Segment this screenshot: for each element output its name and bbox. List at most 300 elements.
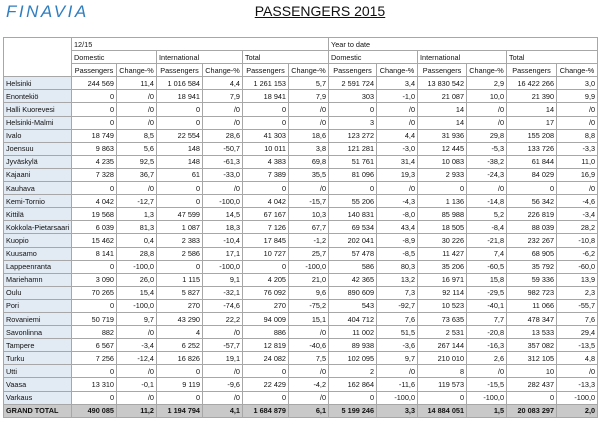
value-cell: -3,3	[557, 142, 598, 155]
value-cell: 0	[157, 116, 203, 129]
value-cell: 4 042	[72, 195, 117, 208]
value-cell: 0	[329, 391, 377, 404]
airport-name: Helsinki	[4, 77, 72, 90]
column-header: Passengers	[72, 64, 117, 77]
grand-total-row	[4, 404, 598, 417]
value-cell: 543	[329, 299, 377, 312]
value-cell: -1,2	[289, 234, 329, 247]
value-cell: 18 505	[418, 221, 467, 234]
period-header-row	[4, 38, 598, 51]
group-label: International	[157, 51, 243, 64]
value-cell: 0	[329, 182, 377, 195]
value-cell: 0	[72, 365, 117, 378]
value-cell: 67 167	[243, 208, 289, 221]
value-cell: 69 534	[329, 221, 377, 234]
column-header: Change-%	[377, 64, 418, 77]
value-cell: 14	[418, 103, 467, 116]
value-cell: 17	[507, 116, 557, 129]
value-cell: 14 884 051	[418, 404, 467, 417]
value-cell: 0	[418, 391, 467, 404]
airport-name: Vaasa	[4, 378, 72, 391]
passengers-table	[3, 37, 598, 418]
value-cell: -4,6	[557, 195, 598, 208]
group-label: Domestic	[329, 51, 418, 64]
value-cell: /0	[203, 326, 243, 339]
value-cell: 7,3	[377, 286, 418, 299]
airport-name: Varkaus	[4, 391, 72, 404]
column-header: Passengers	[418, 64, 467, 77]
value-cell: -6,2	[557, 247, 598, 260]
table-row	[4, 339, 598, 352]
value-cell: 232 267	[507, 234, 557, 247]
value-cell: 123 272	[329, 129, 377, 142]
value-cell: 21 087	[418, 90, 467, 103]
value-cell: 1 194 794	[157, 404, 203, 417]
value-cell: -3,4	[557, 208, 598, 221]
value-cell: 0	[243, 260, 289, 273]
value-cell: 70 265	[72, 286, 117, 299]
value-cell: 11,4	[117, 77, 157, 90]
value-cell: 47 599	[157, 208, 203, 221]
table-row	[4, 326, 598, 339]
value-cell: 0	[243, 365, 289, 378]
group-label: Domestic	[72, 51, 157, 64]
value-cell: 6 252	[157, 339, 203, 352]
value-cell: -29,5	[467, 286, 507, 299]
column-header: Change-%	[467, 64, 507, 77]
value-cell: 22 554	[157, 129, 203, 142]
value-cell: 31 936	[418, 129, 467, 142]
group-header-row	[4, 51, 598, 64]
value-cell: 92,5	[117, 155, 157, 168]
value-cell: 7,7	[467, 312, 507, 325]
value-cell: /0	[377, 365, 418, 378]
value-cell: 17,1	[203, 247, 243, 260]
value-cell: 55 206	[329, 195, 377, 208]
value-cell: 16 422 266	[507, 77, 557, 90]
value-cell: 13,2	[377, 273, 418, 286]
value-cell: 4 042	[243, 195, 289, 208]
value-cell: -100,0	[117, 260, 157, 273]
value-cell: 270	[243, 299, 289, 312]
value-cell: 59 336	[507, 273, 557, 286]
value-cell: 12 819	[243, 339, 289, 352]
table-row	[4, 273, 598, 286]
value-cell: 0	[72, 90, 117, 103]
finavia-logo: FINAVIA	[6, 2, 89, 21]
value-cell: -60,5	[467, 260, 507, 273]
value-cell: 210 010	[418, 352, 467, 365]
value-cell: 9,7	[117, 312, 157, 325]
value-cell: 1 136	[418, 195, 467, 208]
value-cell: 15,1	[289, 312, 329, 325]
value-cell: 0	[243, 391, 289, 404]
value-cell: 4,4	[377, 129, 418, 142]
value-cell: /0	[117, 103, 157, 116]
airport-name: Savonlinna	[4, 326, 72, 339]
value-cell: 12 445	[418, 142, 467, 155]
value-cell: 94 009	[243, 312, 289, 325]
value-cell: 155 208	[507, 129, 557, 142]
table-row	[4, 260, 598, 273]
value-cell: 3,3	[377, 404, 418, 417]
value-cell: 14	[507, 103, 557, 116]
value-cell: 119 573	[418, 378, 467, 391]
value-cell: 61	[157, 168, 203, 181]
value-cell: 41 303	[243, 129, 289, 142]
value-cell: -21,8	[467, 234, 507, 247]
airport-name: Enontekiö	[4, 90, 72, 103]
value-cell: 7,9	[203, 90, 243, 103]
value-cell: 202 041	[329, 234, 377, 247]
airport-name: GRAND TOTAL	[4, 404, 72, 417]
value-cell: 25,7	[289, 247, 329, 260]
value-cell: 3 090	[72, 273, 117, 286]
value-cell: -32,1	[203, 286, 243, 299]
airport-name: Kuusamo	[4, 247, 72, 260]
airport-name: Kuopio	[4, 234, 72, 247]
value-cell: -16,3	[467, 339, 507, 352]
period-label-month: 12/15	[72, 38, 329, 51]
value-cell: 0	[329, 103, 377, 116]
value-cell: 4 205	[243, 273, 289, 286]
value-cell: 10 523	[418, 299, 467, 312]
value-cell: 1 016 584	[157, 77, 203, 90]
value-cell: 0	[418, 182, 467, 195]
value-cell: -8,4	[467, 221, 507, 234]
table-row	[4, 155, 598, 168]
value-cell: 13,9	[557, 273, 598, 286]
value-cell: 0	[72, 260, 117, 273]
value-cell: -12,4	[117, 352, 157, 365]
airport-name: Kauhava	[4, 182, 72, 195]
value-cell: -0,1	[117, 378, 157, 391]
value-cell: 69,8	[289, 155, 329, 168]
value-cell: 9,6	[289, 286, 329, 299]
value-cell: -15,5	[467, 378, 507, 391]
column-header: Passengers	[329, 64, 377, 77]
value-cell: 162 864	[329, 378, 377, 391]
value-cell: -3,0	[377, 142, 418, 155]
value-cell: -8,9	[377, 234, 418, 247]
value-cell: 7,6	[557, 312, 598, 325]
value-cell: 35,5	[289, 168, 329, 181]
value-cell: -13,5	[557, 339, 598, 352]
group-label: Total	[507, 51, 598, 64]
value-cell: 148	[157, 155, 203, 168]
table-row	[4, 168, 598, 181]
value-cell: /0	[377, 116, 418, 129]
value-cell: 1 115	[157, 273, 203, 286]
value-cell: -100,0	[557, 391, 598, 404]
airport-name: Joensuu	[4, 142, 72, 155]
value-cell: -33,0	[203, 168, 243, 181]
value-cell: 17 845	[243, 234, 289, 247]
value-cell: 1,3	[117, 208, 157, 221]
value-cell: -50,7	[203, 142, 243, 155]
value-cell: 586	[329, 260, 377, 273]
column-header: Change-%	[557, 64, 598, 77]
table-row	[4, 221, 598, 234]
value-cell: 4 235	[72, 155, 117, 168]
table-row	[4, 90, 598, 103]
value-cell: 312 105	[507, 352, 557, 365]
value-cell: 0	[243, 103, 289, 116]
airport-name: Helsinki-Malmi	[4, 116, 72, 129]
value-cell: /0	[203, 182, 243, 195]
value-cell: -100,0	[467, 391, 507, 404]
value-cell: 133 726	[507, 142, 557, 155]
value-cell: 16 971	[418, 273, 467, 286]
value-cell: 16 826	[157, 352, 203, 365]
value-cell: /0	[467, 116, 507, 129]
table-row	[4, 116, 598, 129]
value-cell: /0	[117, 365, 157, 378]
value-cell: 92 114	[418, 286, 467, 299]
value-cell: 9,9	[557, 90, 598, 103]
value-cell: 14,5	[203, 208, 243, 221]
value-cell: 7 126	[243, 221, 289, 234]
value-cell: 2,9	[467, 77, 507, 90]
value-cell: 22 429	[243, 378, 289, 391]
table-row	[4, 195, 598, 208]
value-cell: -38,2	[467, 155, 507, 168]
value-cell: /0	[289, 391, 329, 404]
value-cell: 0	[72, 116, 117, 129]
value-cell: -100,0	[377, 391, 418, 404]
value-cell: 2 531	[418, 326, 467, 339]
group-label: Total	[243, 51, 329, 64]
value-cell: /0	[117, 326, 157, 339]
value-cell: -75,2	[289, 299, 329, 312]
value-cell: 31,4	[377, 155, 418, 168]
value-cell: 1 087	[157, 221, 203, 234]
value-cell: -60,0	[557, 260, 598, 273]
value-cell: -10,8	[557, 234, 598, 247]
value-cell: -13,3	[557, 378, 598, 391]
airport-name: Tampere	[4, 339, 72, 352]
value-cell: 81,3	[117, 221, 157, 234]
table-row	[4, 234, 598, 247]
value-cell: -20,8	[467, 326, 507, 339]
value-cell: /0	[467, 103, 507, 116]
value-cell: 21,0	[289, 273, 329, 286]
value-cell: 85 988	[418, 208, 467, 221]
value-cell: 80,3	[377, 260, 418, 273]
value-cell: 76 092	[243, 286, 289, 299]
value-cell: 7 256	[72, 352, 117, 365]
value-cell: 30 226	[418, 234, 467, 247]
value-cell: 89 938	[329, 339, 377, 352]
column-header: Change-%	[117, 64, 157, 77]
value-cell: 3,0	[557, 77, 598, 90]
airport-name: Kittilä	[4, 208, 72, 221]
value-cell: 68 905	[507, 247, 557, 260]
value-cell: 0	[72, 182, 117, 195]
value-cell: 29,4	[557, 326, 598, 339]
value-cell: /0	[203, 116, 243, 129]
corner-cell	[4, 38, 72, 77]
value-cell: 43 290	[157, 312, 203, 325]
value-cell: -3,4	[117, 339, 157, 352]
value-cell: -14,8	[467, 195, 507, 208]
value-cell: 10 083	[418, 155, 467, 168]
value-cell: 42 365	[329, 273, 377, 286]
value-cell: 13 310	[72, 378, 117, 391]
value-cell: -4,2	[289, 378, 329, 391]
value-cell: /0	[557, 365, 598, 378]
page-title: PASSENGERS 2015	[254, 3, 386, 19]
value-cell: 478 347	[507, 312, 557, 325]
value-cell: -12,7	[117, 195, 157, 208]
column-header: Passengers	[507, 64, 557, 77]
table-row	[4, 378, 598, 391]
value-cell: 1,5	[467, 404, 507, 417]
value-cell: 84 029	[507, 168, 557, 181]
value-cell: 19,1	[203, 352, 243, 365]
value-cell: 36,7	[117, 168, 157, 181]
value-cell: 2,6	[467, 352, 507, 365]
value-cell: 14	[418, 116, 467, 129]
value-cell: 0	[157, 182, 203, 195]
table-row	[4, 299, 598, 312]
value-cell: -11,6	[377, 378, 418, 391]
value-cell: 2 383	[157, 234, 203, 247]
value-cell: 9 863	[72, 142, 117, 155]
value-cell: 4	[157, 326, 203, 339]
value-cell: 3,4	[377, 77, 418, 90]
value-cell: 15,8	[467, 273, 507, 286]
airport-name: Rovaniemi	[4, 312, 72, 325]
value-cell: /0	[289, 116, 329, 129]
airport-name: Jyväskylä	[4, 155, 72, 168]
value-cell: 148	[157, 142, 203, 155]
value-cell: -100,0	[117, 299, 157, 312]
value-cell: 8,5	[117, 129, 157, 142]
value-cell: 6 039	[72, 221, 117, 234]
value-cell: 29,8	[467, 129, 507, 142]
airport-name: Kajaani	[4, 168, 72, 181]
group-label: International	[418, 51, 507, 64]
airport-name: Utti	[4, 365, 72, 378]
value-cell: 10	[507, 365, 557, 378]
value-cell: -9,6	[203, 378, 243, 391]
value-cell: 11 002	[329, 326, 377, 339]
value-cell: /0	[467, 365, 507, 378]
value-cell: -92,7	[377, 299, 418, 312]
airport-name: Turku	[4, 352, 72, 365]
value-cell: 11 427	[418, 247, 467, 260]
value-cell: -40,6	[289, 339, 329, 352]
value-cell: /0	[289, 182, 329, 195]
value-cell: 20 083 297	[507, 404, 557, 417]
value-cell: 13 533	[507, 326, 557, 339]
value-cell: 2,0	[557, 404, 598, 417]
value-cell: 10 011	[243, 142, 289, 155]
value-cell: 11,0	[557, 155, 598, 168]
value-cell: -4,3	[377, 195, 418, 208]
value-cell: /0	[289, 103, 329, 116]
value-cell: 11,2	[117, 404, 157, 417]
value-cell: 13 830 542	[418, 77, 467, 90]
value-cell: 404 712	[329, 312, 377, 325]
value-cell: 26,0	[117, 273, 157, 286]
column-header: Passengers	[157, 64, 203, 77]
value-cell: -100,0	[203, 195, 243, 208]
table-row	[4, 103, 598, 116]
value-cell: 56 342	[507, 195, 557, 208]
value-cell: 0	[72, 103, 117, 116]
value-cell: /0	[377, 103, 418, 116]
value-cell: 73 635	[418, 312, 467, 325]
airport-name: Kemi-Tornio	[4, 195, 72, 208]
value-cell: -100,0	[289, 260, 329, 273]
value-cell: 22,2	[203, 312, 243, 325]
value-cell: /0	[289, 365, 329, 378]
value-cell: 9 119	[157, 378, 203, 391]
value-cell: 67,7	[289, 221, 329, 234]
value-cell: /0	[557, 103, 598, 116]
value-cell: 5,6	[117, 142, 157, 155]
value-cell: 18,6	[289, 129, 329, 142]
value-cell: 7,6	[377, 312, 418, 325]
value-cell: -1,0	[377, 90, 418, 103]
value-cell: 2,3	[557, 286, 598, 299]
value-cell: 16,9	[557, 168, 598, 181]
value-cell: -100,0	[203, 260, 243, 273]
value-cell: 0	[72, 299, 117, 312]
airport-name: Kokkola-Pietarsaari	[4, 221, 72, 234]
value-cell: /0	[117, 182, 157, 195]
value-cell: 0	[157, 391, 203, 404]
value-cell: 4,4	[203, 77, 243, 90]
value-cell: /0	[203, 103, 243, 116]
value-cell: -8,0	[377, 208, 418, 221]
value-cell: 2 586	[157, 247, 203, 260]
value-cell: 0	[72, 391, 117, 404]
value-cell: -40,1	[467, 299, 507, 312]
table-row	[4, 142, 598, 155]
airport-name: Halli Kuorevesi	[4, 103, 72, 116]
table-row	[4, 312, 598, 325]
value-cell: -8,5	[377, 247, 418, 260]
value-cell: 18 941	[157, 90, 203, 103]
value-cell: /0	[117, 391, 157, 404]
value-cell: 10 727	[243, 247, 289, 260]
value-cell: 9,1	[203, 273, 243, 286]
airport-name: Oulu	[4, 286, 72, 299]
value-cell: 35 792	[507, 260, 557, 273]
value-cell: 121 281	[329, 142, 377, 155]
value-cell: 19,3	[377, 168, 418, 181]
value-cell: 0	[157, 260, 203, 273]
value-cell: 0	[157, 195, 203, 208]
value-cell: 4,1	[203, 404, 243, 417]
value-cell: 5,2	[467, 208, 507, 221]
value-cell: 0	[157, 103, 203, 116]
value-cell: 50 719	[72, 312, 117, 325]
value-cell: 9,7	[377, 352, 418, 365]
table-row	[4, 286, 598, 299]
value-cell: 51 761	[329, 155, 377, 168]
value-cell: 3,8	[289, 142, 329, 155]
value-cell: 890 609	[329, 286, 377, 299]
value-cell: 8	[418, 365, 467, 378]
value-cell: 7 328	[72, 168, 117, 181]
airport-name: Pori	[4, 299, 72, 312]
value-cell: 11 066	[507, 299, 557, 312]
value-cell: /0	[377, 182, 418, 195]
